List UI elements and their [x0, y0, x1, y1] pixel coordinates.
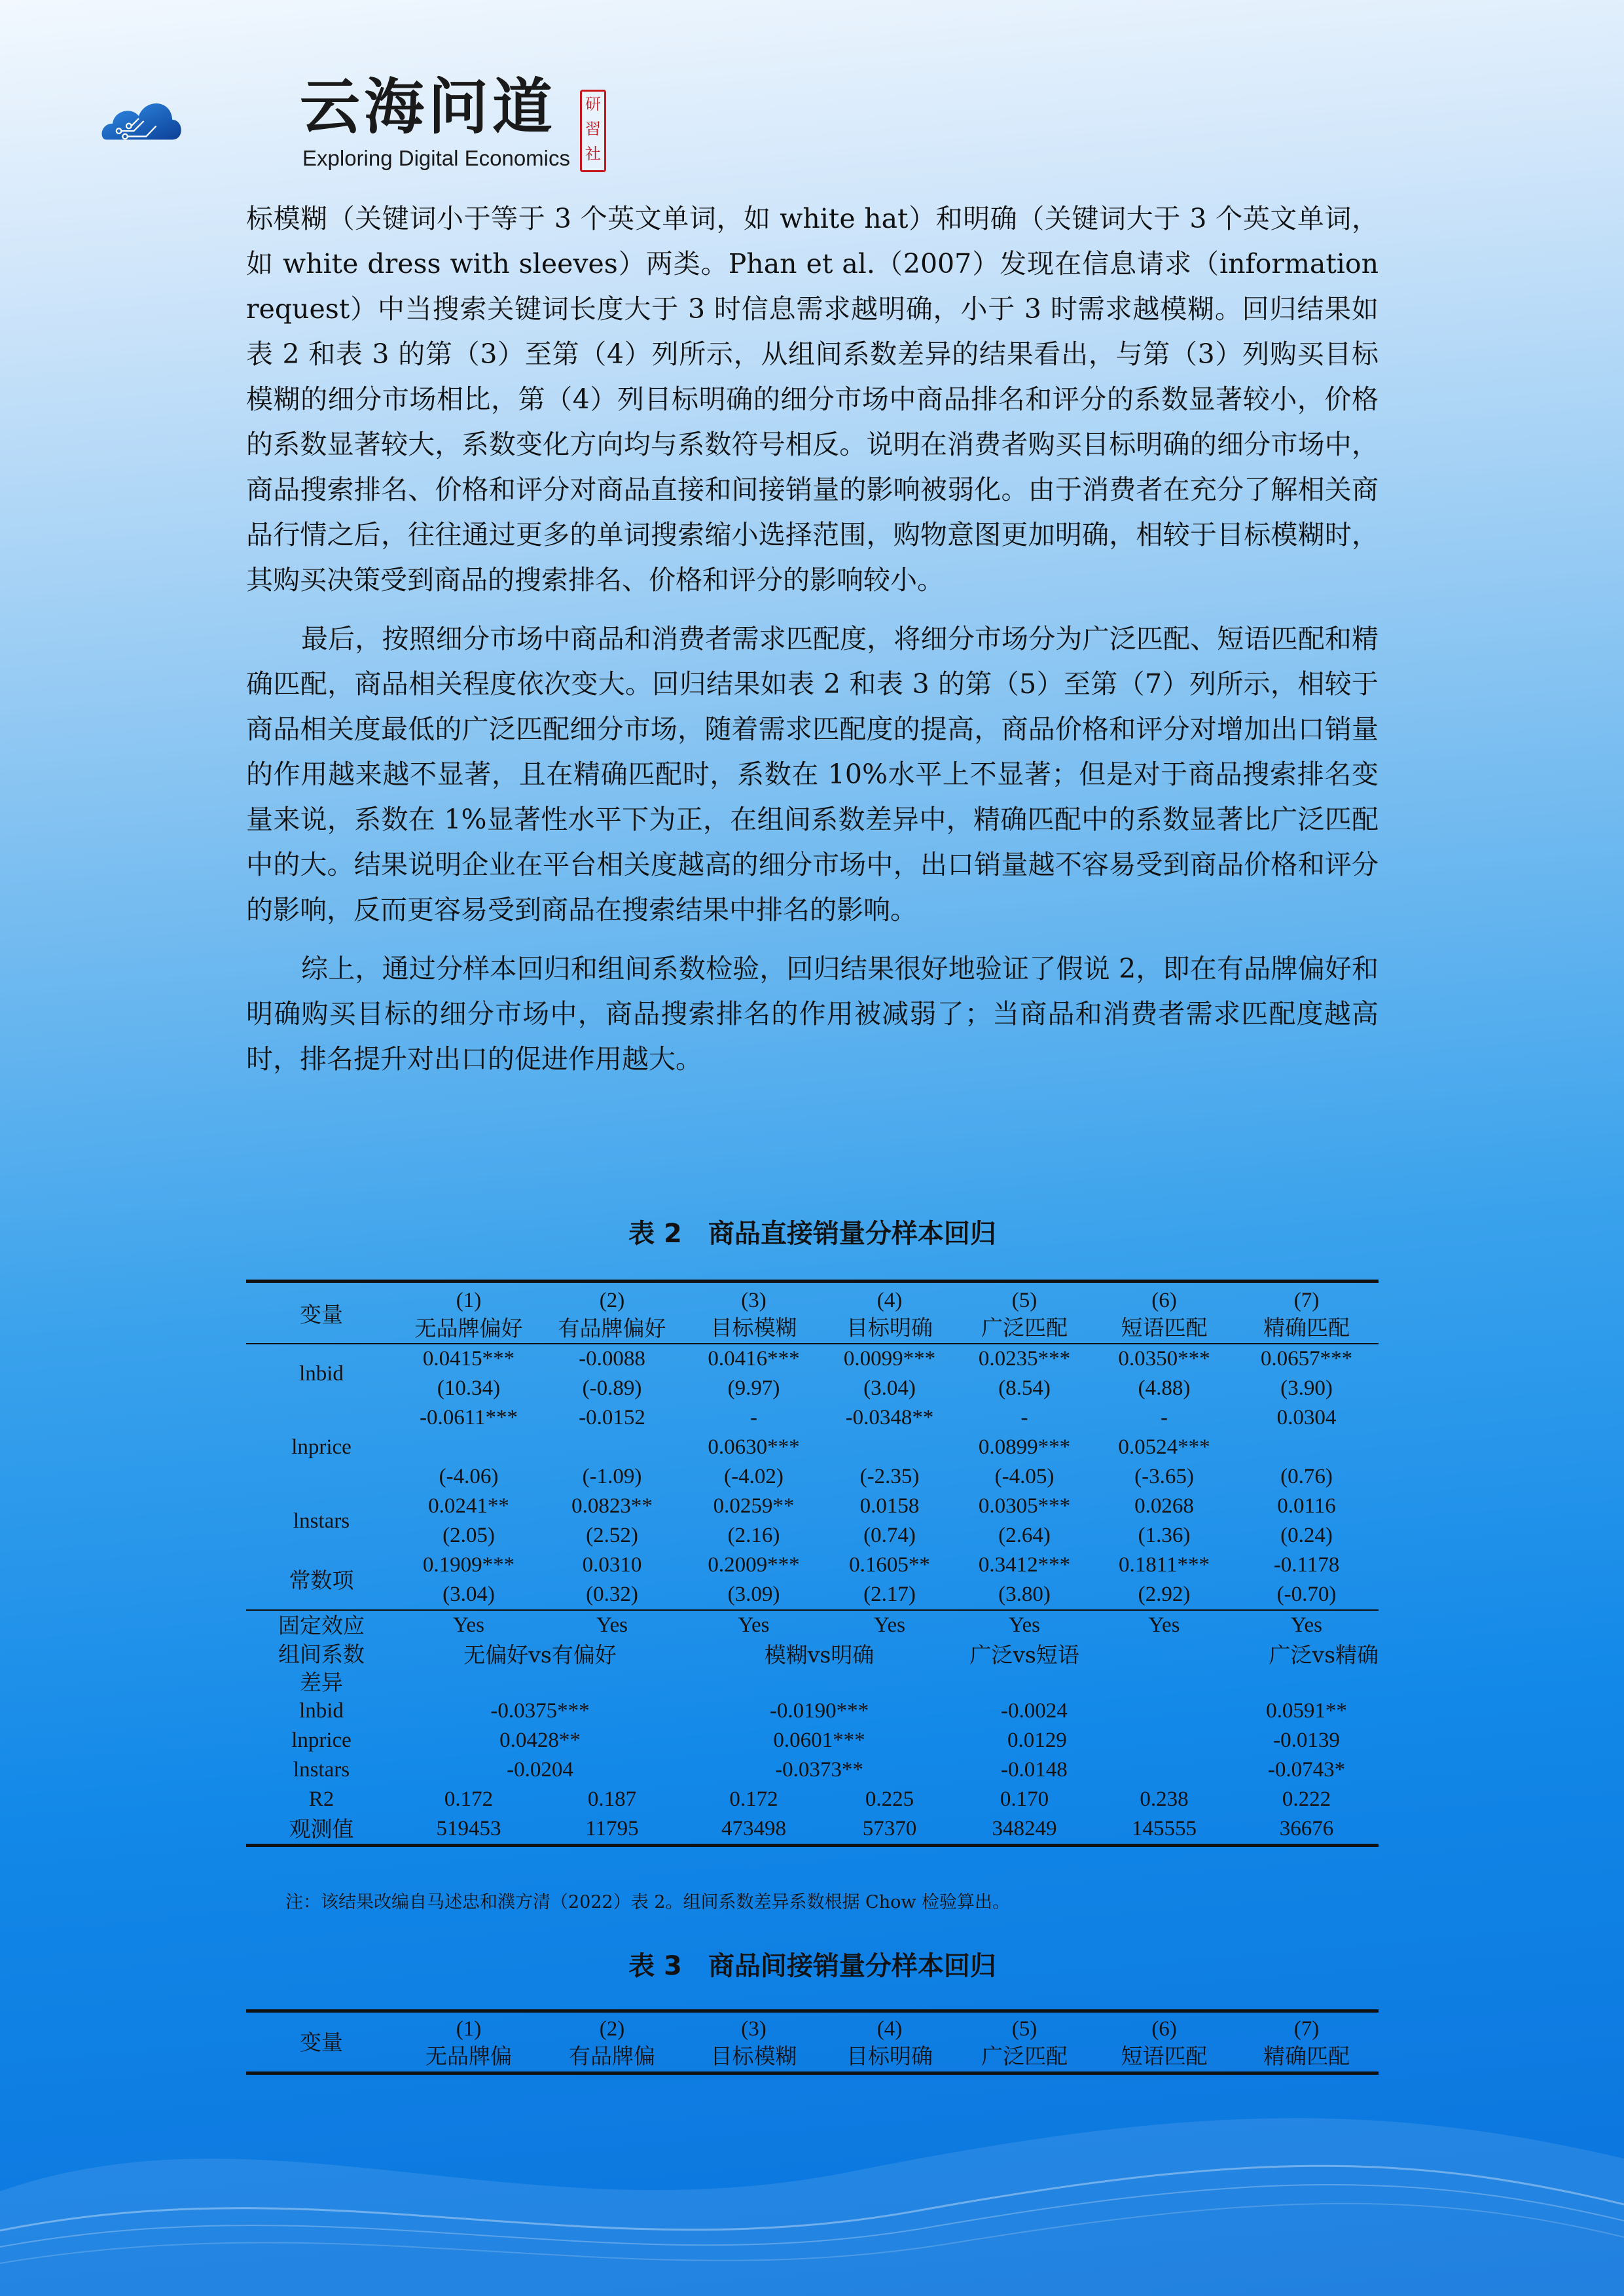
cell: 0.0350*** [1118, 1347, 1210, 1371]
cell [541, 1433, 683, 1462]
cell: 0.1811*** [1118, 1553, 1210, 1577]
col-name: 无品牌偏好 [414, 1316, 523, 1341]
cell: (3.80) [998, 1583, 1051, 1606]
row-label: lnbid [299, 1361, 344, 1386]
col-num: (5) [1011, 1289, 1038, 1312]
cell: -0.1178 [1273, 1553, 1340, 1577]
row-label: R2 [308, 1787, 334, 1811]
cell: 0.0899*** [978, 1435, 1071, 1459]
cell: -0.0139 [1273, 1729, 1340, 1752]
cell: 519453 [436, 1817, 501, 1840]
cell: - [750, 1406, 757, 1429]
cell: 0.0259** [713, 1494, 795, 1518]
cell: 0.225 [865, 1787, 914, 1811]
cell: 0.3412*** [978, 1553, 1071, 1577]
cell: (0.74) [863, 1524, 916, 1547]
cell: 0.0305*** [978, 1494, 1071, 1518]
cell: (-0.89) [582, 1376, 642, 1400]
cell: (2.17) [863, 1583, 916, 1606]
row-label [246, 1640, 397, 1696]
col-name: 有品牌偏好 [558, 1316, 666, 1341]
cell: 0.0657*** [1260, 1347, 1353, 1371]
col-num: (2) [599, 2017, 625, 2041]
cell: 348249 [992, 1817, 1057, 1840]
cell: (1.36) [1138, 1524, 1191, 1547]
cell: (8.54) [998, 1376, 1051, 1400]
col-name: 目标明确 [846, 2043, 933, 2069]
cell: 0.0428** [499, 1729, 581, 1752]
cell: 0.0416*** [708, 1347, 800, 1371]
cell: 0.0524*** [1118, 1435, 1210, 1459]
cell: 0.0630*** [708, 1435, 800, 1459]
cell: (-4.06) [439, 1465, 499, 1488]
table3 [246, 2009, 1379, 2075]
cell: Yes [873, 1613, 906, 1637]
table2-note: 注：该结果改编自马述忠和濮方清（2022）表 2。组间系数差异系数根据 Chow 检验算出。 [285, 1892, 1011, 1912]
cell: -0.0088 [579, 1347, 645, 1371]
table-row [246, 1403, 1379, 1433]
cell: 0.0310 [582, 1553, 642, 1577]
table2 [246, 1280, 1379, 1847]
row-label: lnprice [291, 1729, 352, 1752]
cell: 0.0304 [1276, 1406, 1337, 1429]
cell: (4.88) [1138, 1376, 1191, 1400]
paragraph: 标模糊（关键词小于等于 3 个英文单词，如 white hat）和明确（关键词大于 3 个英文单词，如 white dress with sleeves）两类。Phan et al.（2007）发现在信息请求（information request）中当搜索关键词长度大于 3 时信息需求越明确，小于 3 时需求越模糊。回归结果如表 2 和表 3 的第（3）至第（4）列所示，从组间系数差异的结果看出，与第（3）列购买目标模糊的细分市场相比，第（4）列目标明确的细分市场中商品排名和评分的系数显著较小，价格的系数显著较大，系数变化方向均与系数符号相反。说明在消费者购买目标明确的细分市场中，商品搜索排名、价格和评分对商品直接和间接销量的影响被弱化。由于消费者在充分了解相关商品行情之后，往往通过更多的单词搜索缩小选择范围，购物意图更加明确，相较于目标模糊时，其购买决策受到商品的搜索排名、价格和评分的影响较小。 [246, 203, 1379, 596]
col-num: (3) [741, 1289, 767, 1312]
cell: -0.0373** [775, 1758, 863, 1782]
group-diff-label: 组间系数差异 [278, 1641, 365, 1695]
col-name: 目标模糊 [710, 2043, 797, 2069]
cell: 无偏好vs有偏好 [463, 1642, 617, 1668]
cell: 0.0241** [428, 1494, 509, 1518]
cell: 广泛vs精确 [1269, 1642, 1379, 1668]
table-row [246, 1551, 1379, 1580]
cell: (0.32) [586, 1583, 638, 1606]
cell: 0.0129 [1007, 1729, 1067, 1752]
col-name: 精确匹配 [1263, 2043, 1350, 2069]
col-name: 目标模糊 [710, 1315, 797, 1340]
cell: 145555 [1132, 1817, 1197, 1840]
table-row [246, 1521, 1379, 1551]
cell: 11795 [585, 1817, 639, 1840]
cell: 0.2009*** [708, 1553, 800, 1577]
cell [397, 1433, 541, 1462]
logo-name-en: Exploring Digital Economics [302, 146, 571, 170]
table-row [246, 1492, 1379, 1521]
var-header: 变量 [300, 2029, 343, 2055]
cell: - [1020, 1406, 1028, 1429]
col-name: 广泛匹配 [981, 1315, 1068, 1340]
table2-header-row [246, 1282, 1379, 1344]
col-num: (1) [456, 2017, 482, 2041]
table3-header-row [246, 2011, 1379, 2073]
cell: -0.0743* [1267, 1758, 1346, 1782]
cell: 0.170 [1000, 1787, 1049, 1811]
col-num: (4) [876, 2017, 903, 2041]
row-label: lnprice [291, 1435, 352, 1459]
col-num: (6) [1151, 1289, 1177, 1312]
cell: -0.0204 [507, 1758, 573, 1782]
cell: (-4.02) [724, 1465, 784, 1488]
table-row [246, 1696, 1379, 1726]
col-num: (1) [456, 1289, 482, 1312]
cell: 0.0116 [1277, 1494, 1336, 1518]
table-row [246, 1785, 1379, 1814]
paragraph: 综上，通过分样本回归和组间系数检验，回归结果很好地验证了假说 2，即在有品牌偏好和明确购买目标的细分市场中，商品搜索排名的作用被减弱了；当商品和消费者需求匹配度越高时，排名提升对出口的促进作用越大。 [246, 953, 1379, 1075]
cell: 0.1909*** [422, 1553, 515, 1577]
cell: (-4.05) [994, 1465, 1055, 1488]
cell: 0.0235*** [978, 1347, 1071, 1371]
cell: 0.0601*** [773, 1729, 865, 1752]
cell: Yes [1148, 1613, 1180, 1637]
row-label: lnstars [293, 1509, 350, 1533]
cell: 0.0099*** [843, 1347, 936, 1371]
cell: (-1.09) [582, 1465, 642, 1488]
cell: 模糊vs明确 [764, 1642, 875, 1668]
cell [1235, 1433, 1379, 1462]
col-name: 目标明确 [846, 1315, 933, 1340]
cell: (2.64) [998, 1524, 1051, 1547]
cell: 0.238 [1140, 1787, 1189, 1811]
table2-caption: 表 2 商品直接销量分样本回归 [628, 1219, 996, 1249]
cell: -0.0190*** [769, 1699, 869, 1723]
row-label: 常数项 [289, 1567, 354, 1593]
cell: (9.97) [727, 1376, 780, 1400]
col-name: 广泛匹配 [981, 2043, 1068, 2069]
cell: 36676 [1279, 1817, 1334, 1840]
cell: (2.52) [586, 1524, 638, 1547]
table-row [246, 1374, 1379, 1403]
table3-caption: 表 3 商品间接销量分样本回归 [628, 1951, 996, 1981]
col-num: (3) [741, 2017, 767, 2041]
cell: -0.0375*** [490, 1699, 590, 1723]
cell: (0.24) [1280, 1524, 1333, 1547]
cell: -0.0611*** [419, 1406, 518, 1429]
cell: -0.0024 [1001, 1699, 1068, 1723]
cell: -0.0348** [845, 1406, 934, 1429]
var-header: 变量 [300, 1302, 343, 1327]
logo-name-cn: 云海问道 [300, 72, 557, 142]
cell: 0.0823** [571, 1494, 653, 1518]
cell: (-2.35) [859, 1465, 920, 1488]
cell: (2.92) [1138, 1583, 1191, 1606]
col-num: (5) [1011, 2017, 1038, 2041]
cell: (-0.70) [1276, 1583, 1337, 1606]
cell: (3.04) [863, 1376, 916, 1400]
cell: 473498 [721, 1817, 786, 1840]
cell: (2.05) [442, 1524, 495, 1547]
paragraph: 最后，按照细分市场中商品和消费者需求匹配度，将细分市场分为广泛匹配、短语匹配和精确匹配，商品相关程度依次变大。回归结果如表 2 和表 3 的第（5）至第（7）列所示，相较于商品相关度最低的广泛匹配细分市场，随着需求匹配度的提高，商品价格和评分对增加出口销量的作用越来越不显著，且在精确匹配时，系数在 10%水平上不显著；但是对于商品搜索排名变量来说，系数在 1%显著性水平下为正，在组间系数差异中，精确匹配中的系数显著比广泛匹配中的大。结果说明企业在平台相关度越高的细分市场中，出口销量越不容易受到商品价格和评分的影响，反而更容易受到商品在搜索结果中排名的影响。 [246, 623, 1379, 925]
cell: (0.76) [1280, 1465, 1333, 1488]
table-row [246, 1726, 1379, 1755]
cell: -0.0152 [579, 1406, 645, 1429]
col-name: 短语匹配 [1121, 2043, 1208, 2069]
cell: (10.34) [437, 1376, 501, 1400]
cell: (3.09) [727, 1583, 780, 1606]
col-num: (7) [1293, 2017, 1320, 2041]
cell: Yes [1008, 1613, 1041, 1637]
row-label: lnbid [299, 1699, 344, 1723]
col-name: 无品牌偏 [425, 2043, 512, 2069]
table-row [246, 1610, 1379, 1640]
cell: - [1161, 1406, 1168, 1429]
cell: Yes [738, 1613, 770, 1637]
cell: 0.0268 [1134, 1494, 1194, 1518]
row-label: 固定效应 [278, 1613, 365, 1638]
cell: 0.0415*** [422, 1347, 515, 1371]
cell: Yes [452, 1613, 485, 1637]
cell: 0.0158 [859, 1494, 920, 1518]
cell: (2.16) [727, 1524, 780, 1547]
cell: 0.187 [587, 1787, 637, 1811]
logo-seal: 研習社 [580, 90, 606, 172]
table-row [246, 1580, 1379, 1610]
table-row [246, 1640, 1379, 1696]
cell: (-3.65) [1134, 1465, 1194, 1488]
row-label: 观测值 [289, 1816, 354, 1842]
table-row [246, 1433, 1379, 1462]
cell [824, 1433, 955, 1462]
col-name: 有品牌偏 [569, 2043, 655, 2069]
table-row [246, 1462, 1379, 1492]
row-label: lnstars [293, 1758, 350, 1782]
cell: Yes [596, 1613, 628, 1637]
col-num: (7) [1293, 1289, 1320, 1312]
col-name: 精确匹配 [1263, 1315, 1350, 1340]
cell: 0.1605** [849, 1553, 930, 1577]
cloud-circuit-icon [101, 58, 298, 182]
cell: 0.172 [444, 1787, 494, 1811]
cell: Yes [1290, 1613, 1323, 1637]
cell: 广泛vs短语 [969, 1642, 1079, 1668]
cell: -0.0148 [1001, 1758, 1068, 1782]
cell: 57370 [862, 1817, 917, 1840]
table-row [246, 1814, 1379, 1846]
table-row [246, 1344, 1379, 1374]
cell: 0.0591** [1266, 1699, 1347, 1723]
col-num: (4) [876, 1289, 903, 1312]
col-num: (2) [599, 1289, 625, 1312]
col-num: (6) [1151, 2017, 1177, 2041]
cell: (3.04) [442, 1583, 495, 1606]
table-row [246, 1755, 1379, 1785]
cell: 0.172 [729, 1787, 778, 1811]
cell: 0.222 [1282, 1787, 1331, 1811]
col-name: 短语匹配 [1121, 1315, 1208, 1340]
article-body [246, 196, 1379, 1082]
cell: (3.90) [1280, 1376, 1333, 1400]
